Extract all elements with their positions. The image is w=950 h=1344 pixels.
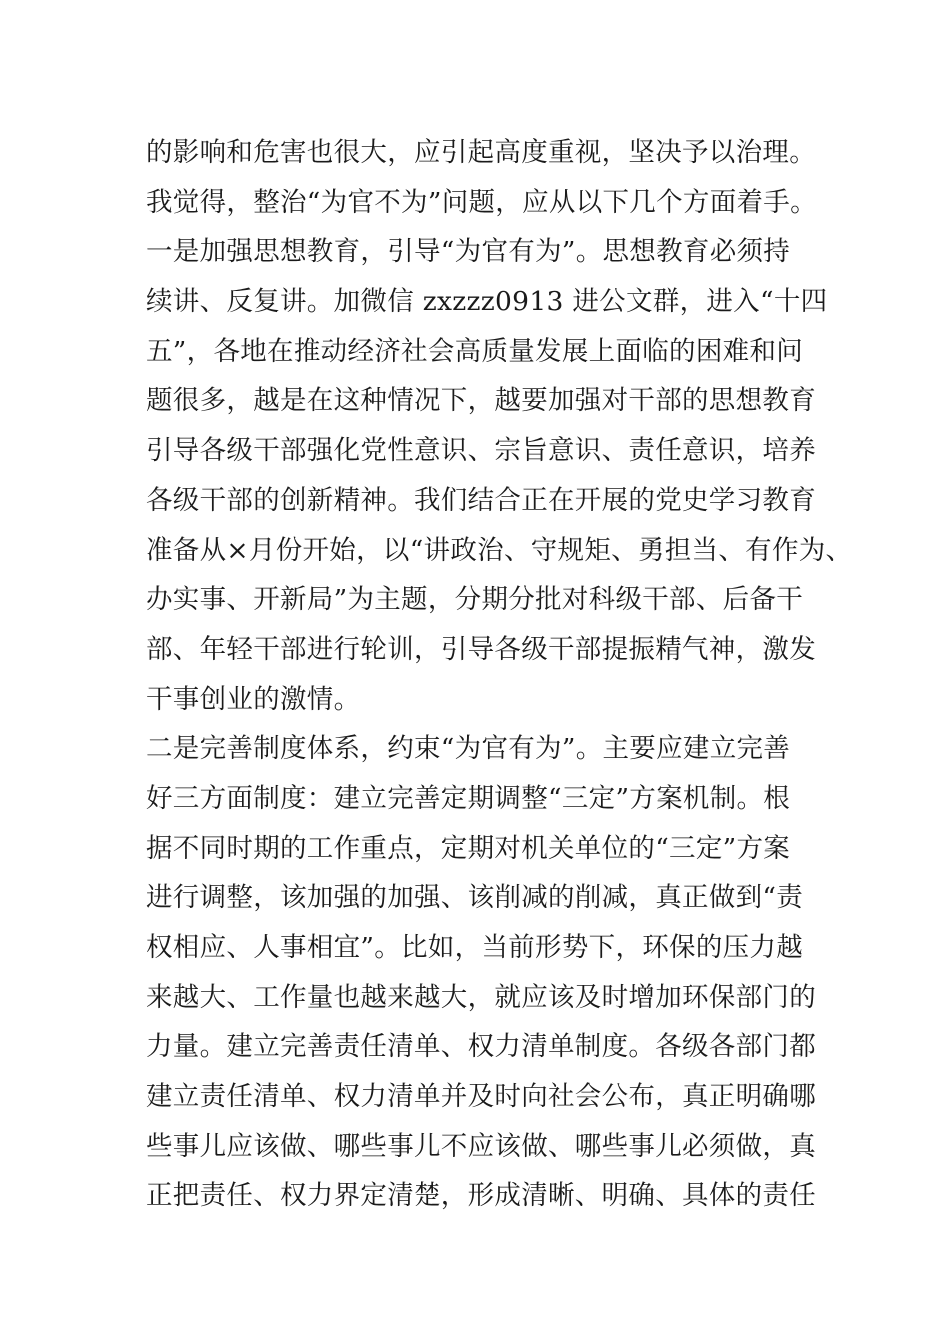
text-line: 我觉得，整治“为官不为”问题，应从以下几个方面着手。 [146, 186, 817, 218]
text-line: 二是完善制度体系，约束“为官有为”。主要应建立完善 [146, 733, 791, 765]
text-line: 据不同时期的工作重点，定期对机关单位的“三定”方案 [146, 832, 791, 864]
text-line: 进行调整，该加强的加强、该削减的削减，真正做到“责 [146, 882, 804, 914]
text-line: 准备从×月份开始，以“讲政治、守规矩、勇担当、有作为、 [146, 534, 853, 566]
text-line: 来越大、工作量也越来越大，就应该及时增加环保部门的 [146, 981, 816, 1013]
text-line: 干事创业的激情。 [146, 683, 361, 715]
text-line: 各级干部的创新精神。我们结合正在开展的党史学习教育 [146, 484, 816, 516]
text-line: 办实事、开新局”为主题，分期分批对科级干部、后备干 [146, 584, 804, 616]
text-line: 建立责任清单、权力清单并及时向社会公布，真正明确哪 [146, 1081, 816, 1113]
text-line: 部、年轻干部进行轮训，引导各级干部提振精气神，激发 [146, 633, 816, 665]
text-line: 好三方面制度：建立完善定期调整“三定”方案机制。根 [146, 782, 791, 814]
text-line: 题很多，越是在这种情况下，越要加强对干部的思想教育 [146, 385, 816, 417]
text-line: 正把责任、权力界定清楚，形成清晰、明确、具体的责任 [146, 1180, 816, 1212]
text-line: 续讲、反复讲。加微信 zxzzz0913 进公文群，进入“十四 [146, 286, 828, 318]
text-line: 权相应、人事相宜”。比如，当前形势下，环保的压力越 [146, 932, 804, 963]
text-line: 一是加强思想教育，引导“为官有为”。思想教育必须持 [146, 236, 791, 268]
text-line: 力量。建立完善责任清单、权力清单制度。各级各部门都 [146, 1031, 816, 1063]
body-text [146, 128, 853, 1221]
text-line: 引导各级干部强化党性意识、宗旨意识、责任意识，培养 [146, 435, 816, 467]
text-line: 五”，各地在推动经济社会高质量发展上面临的困难和问 [146, 335, 804, 367]
text-line: 的影响和危害也很大，应引起高度重视，坚决予以治理。 [146, 137, 816, 168]
text-line: 些事儿应该做、哪些事儿不应该做、哪些事儿必须做，真 [146, 1130, 816, 1162]
